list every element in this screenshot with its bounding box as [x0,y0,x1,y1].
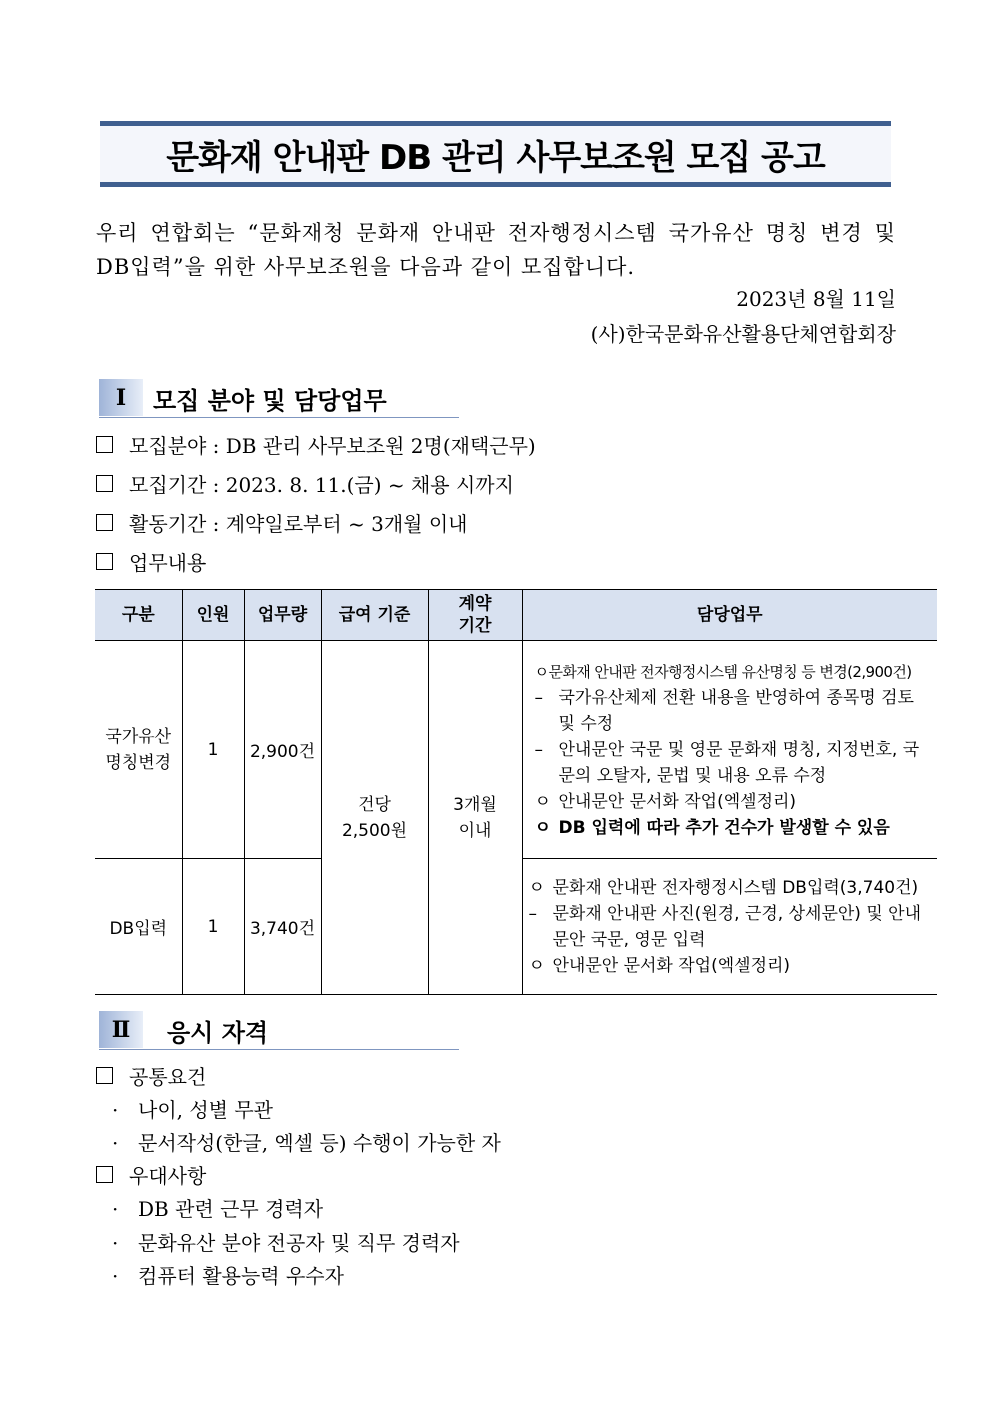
section-1-label: 모집 분야 및 담당업무 [153,387,387,415]
activity-period-item: 활동기간 : 계약일로부터 ~ 3개월 이내 [96,508,468,537]
table-header-row [95,590,937,641]
row1-duties [522,641,937,859]
section-2-header [99,1011,459,1050]
duty-line-emphasis: ㅇ DB 입력에 따라 추가 건수가 발생할 수 있음 [534,817,890,838]
duty-line: – 국가유산체제 전환 내용을 반영하여 종목명 검토 및 수정 [534,687,914,734]
row1-category: 국가유산 명칭변경 [95,641,182,859]
row1-people: 1 [182,641,244,859]
row1-volume: 2,900건 [244,641,321,859]
checkbox-square-icon [96,475,113,492]
duty-line: – 안내문안 국문 및 영문 문화재 명칭, 지정번호, 국문의 오탈자, 문법 및 내용 오류 수정 [534,739,920,786]
row2-duties [522,859,937,995]
list-item: · 문화유산 분야 전공자 및 직무 경력자 [112,1231,460,1255]
row2-category: DB입력 [95,859,182,995]
page-title: 문화재 안내판 DB 관리 사무보조원 모집 공고 [166,137,825,178]
preferences-item: 우대사항 [96,1160,206,1189]
intro-paragraph: 우리 연합회는 “문화재청 문화재 안내판 전자행정시스템 국가유산 명칭 변경 및 DB입력”을 위한 사무보조원을 다음과 같이 모집합니다. [96,221,896,279]
section-2-label: 응시 자격 [167,1019,269,1047]
page-title-box [100,121,891,187]
list-item: · 컴퓨터 활용능력 우수자 [112,1264,344,1288]
period-cell: 3개월 이내 [428,641,522,995]
section-1-number: Ⅰ [99,379,143,416]
row2-people: 1 [182,859,244,995]
header-category: 구분 [95,590,182,641]
recruit-field-item: 모집분야 : DB 관리 사무보조원 2명(재택근무) [96,430,536,459]
checkbox-square-icon [96,1166,113,1183]
list-item: · 문서작성(한글, 엑셀 등) 수행이 가능한 자 [112,1131,501,1155]
list-item: · 나이, 성별 무관 [112,1098,273,1122]
checkbox-square-icon [96,436,113,453]
header-period: 계약 기간 [428,590,522,641]
duty-line: ㅇ 문화재 안내판 전자행정시스템 유산명칭 등 변경(2,900건) [534,662,912,681]
pay-cell: 건당 2,500원 [321,641,428,995]
header-pay: 급여 기준 [321,590,428,641]
checkbox-square-icon [96,1067,113,1084]
duty-line: ㅇ 문화재 안내판 전자행정시스템 DB입력(3,740건) [528,877,919,898]
announcement-date: 2023년 8월 11일 [736,287,896,311]
common-requirements-item: 공통요건 [96,1061,206,1090]
checkbox-square-icon [96,514,113,531]
header-volume: 업무량 [244,590,321,641]
work-table [95,589,937,995]
section-1-header [99,379,459,418]
checkbox-square-icon [96,553,113,570]
organization-name: (사)한국문화유산활용단체연합회장 [590,322,896,346]
header-duties: 담당업무 [522,590,937,641]
list-item: · DB 관련 근무 경력자 [112,1197,324,1221]
header-people: 인원 [182,590,244,641]
duty-line: ㅇ 안내문안 문서화 작업(엑셀정리) [528,955,791,976]
duty-line: ㅇ 안내문안 문서화 작업(엑셀정리) [534,791,797,812]
table-row [95,641,937,859]
duty-line: – 문화재 안내판 사진(원경, 근경, 상세문안) 및 안내문안 국문, 영문 입력 [528,903,922,950]
row2-volume: 3,740건 [244,859,321,995]
section-2-number: Ⅱ [99,1011,143,1048]
work-content-item: 업무내용 [96,547,206,576]
recruit-period-item: 모집기간 : 2023. 8. 11.(금) ~ 채용 시까지 [96,469,514,498]
